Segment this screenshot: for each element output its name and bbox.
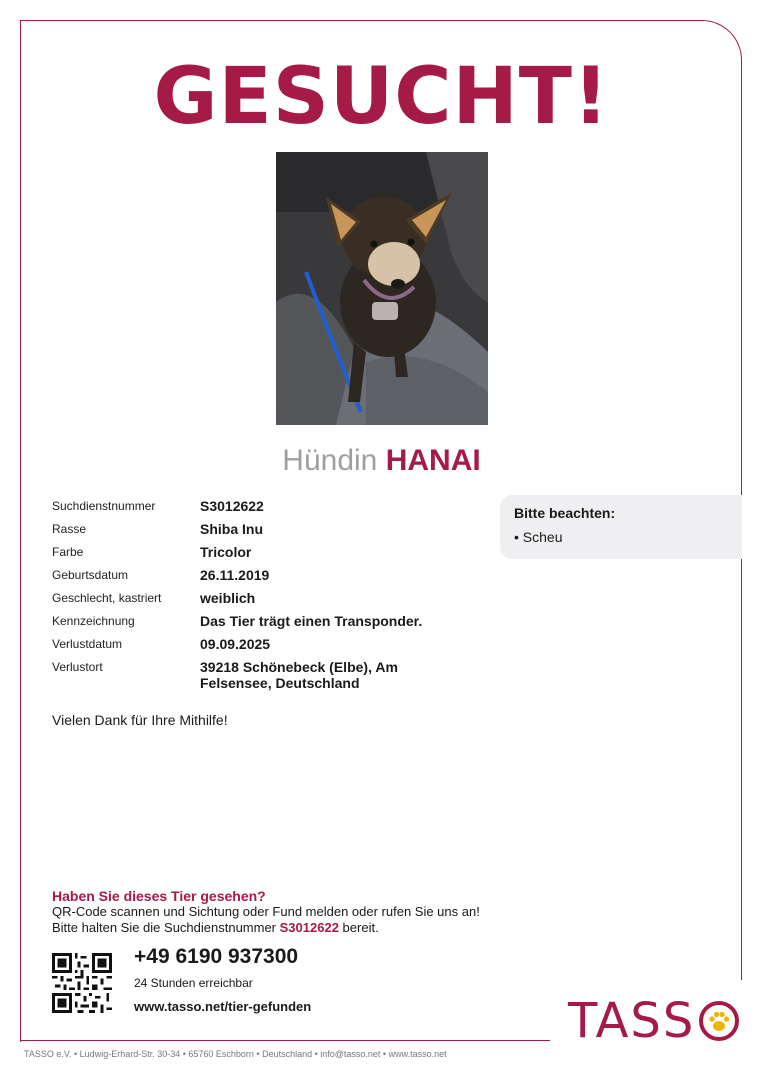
detail-row: [52, 521, 472, 537]
logo-text: TASS: [568, 993, 696, 1049]
search-number-ref: S3012622: [279, 920, 339, 935]
detail-value: Tricolor: [200, 544, 252, 560]
qr-code[interactable]: [52, 953, 112, 1013]
detail-label: Suchdienstnummer: [52, 499, 156, 513]
thanks-text: Vielen Dank für Ihre Mithilfe!: [52, 712, 228, 728]
qr-code-icon: [52, 953, 112, 1013]
paw-icon: [697, 999, 741, 1043]
details-table: [52, 498, 472, 698]
poster-frame-bottom: [20, 1040, 550, 1041]
detail-label: Verlustdatum: [52, 637, 123, 651]
animal-name-line: [0, 444, 763, 478]
seen-line2-post: bereit.: [342, 920, 379, 935]
detail-row: [52, 613, 472, 629]
animal-name-prefix: Hündin: [282, 444, 378, 477]
detail-value: 09.09.2025: [200, 636, 271, 652]
phone-number[interactable]: +49 6190 937300: [134, 945, 299, 968]
detail-value: S3012622: [200, 498, 264, 514]
seen-line2-pre: Bitte halten Sie die Suchdienstnummer: [52, 920, 277, 935]
detail-row: [52, 590, 472, 606]
detail-row: [52, 636, 472, 652]
tasso-logo: [568, 995, 741, 1047]
note-item: • Scheu: [514, 529, 563, 545]
footer-address: TASSO e.V. • Ludwig-Erhard-Str. 30-34 • 65760 Eschborn • Deutschland • info@tasso.net • www.tasso.net: [24, 1049, 447, 1059]
detail-row: [52, 659, 472, 691]
seen-section: [52, 888, 512, 936]
detail-label: Verlustort: [52, 660, 103, 674]
detail-value: 26.11.2019: [200, 567, 270, 583]
detail-value: Shiba Inu: [200, 521, 263, 537]
dog-photo: [276, 152, 488, 425]
website-link[interactable]: www.tasso.net/tier-gefunden: [134, 999, 312, 1014]
detail-label: Farbe: [52, 545, 84, 559]
detail-label: Geschlecht, kastriert: [52, 591, 162, 605]
detail-label: Rasse: [52, 522, 87, 536]
detail-value: weiblich: [200, 590, 256, 606]
animal-name: HANAI: [385, 444, 481, 477]
dog-photo-image: [276, 152, 488, 425]
note-title: Bitte beachten:: [514, 505, 616, 521]
seen-line2: [52, 920, 512, 936]
detail-label: Kennzeichnung: [52, 614, 135, 628]
seen-line1: QR-Code scannen und Sichtung oder Fund melden oder rufen Sie uns an!: [52, 904, 480, 919]
detail-value: Das Tier trägt einen Transponder.: [200, 613, 423, 629]
detail-row: [52, 498, 472, 514]
note-box: [500, 495, 742, 559]
detail-value: 39218 Schönebeck (Elbe), Am Felsensee, Deutschland: [200, 659, 398, 691]
headline: GESUCHT!: [153, 52, 610, 142]
availability-text: 24 Stunden erreichbar: [134, 976, 253, 990]
seen-title: Haben Sie dieses Tier gesehen?: [52, 888, 266, 904]
detail-row: [52, 544, 472, 560]
detail-row: [52, 567, 472, 583]
detail-label: Geburtsdatum: [52, 568, 129, 582]
